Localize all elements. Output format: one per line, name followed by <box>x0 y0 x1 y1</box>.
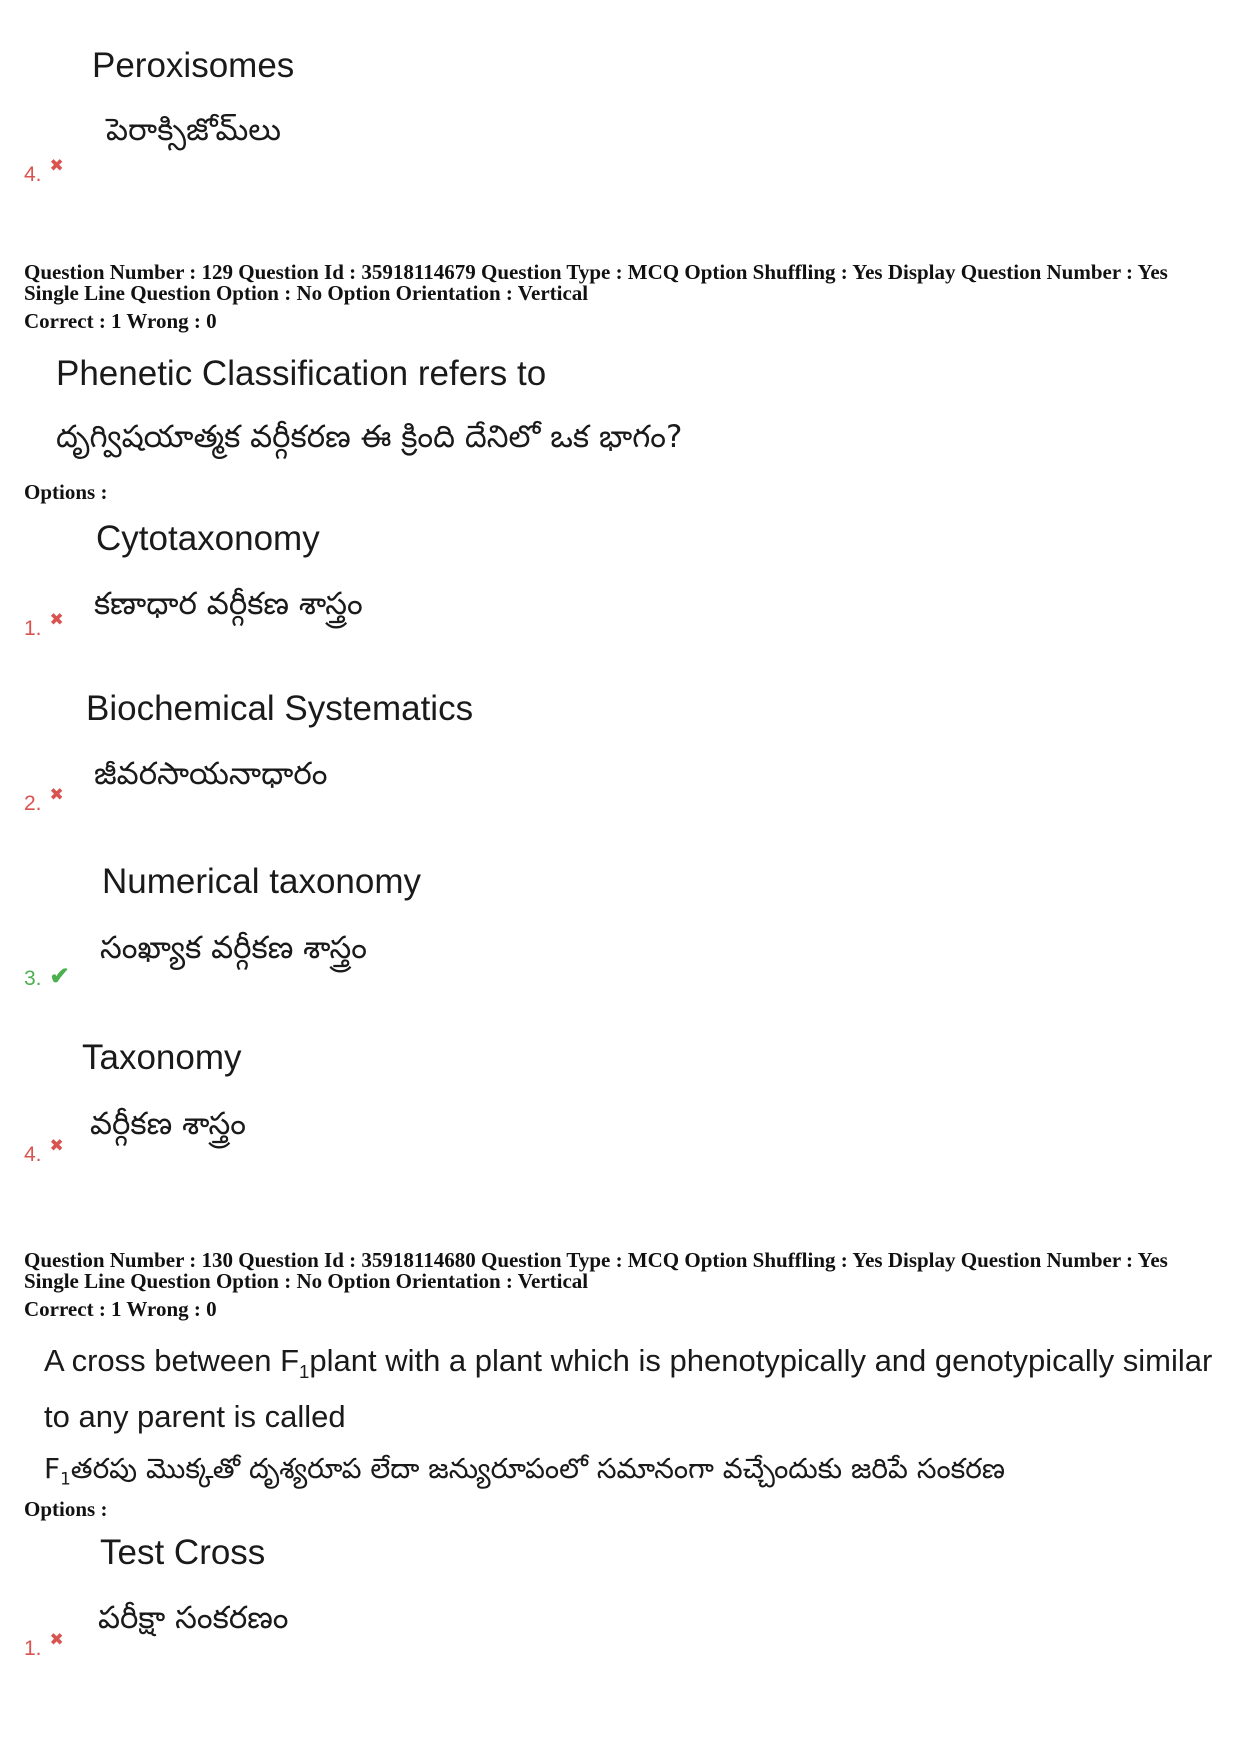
subscript: 1 <box>299 1361 310 1383</box>
subscript: 1 <box>60 1468 71 1489</box>
q129-option-2-marker <box>24 785 64 816</box>
stem-text: A cross between F <box>44 1343 300 1378</box>
check-icon: ✔ <box>49 963 70 990</box>
q129-options-label: Options : <box>24 480 108 504</box>
option-number: 4. <box>24 1143 42 1166</box>
cross-icon: ✖ <box>49 610 64 629</box>
q130-stem-en-line1 <box>44 1343 1212 1383</box>
prev-option-4-marker <box>24 156 64 187</box>
q130-meta-line1: Question Number : 130 Question Id : 35918114680 Question Type : MCQ Option Shuffling : Yes Display Question Number : Yes <box>24 1248 1168 1272</box>
q130-option-1-te: పరీక్షా సంకరణం <box>98 1600 289 1636</box>
option-number: 1. <box>24 1637 42 1660</box>
q129-meta-line2: Single Line Question Option : No Option Orientation : Vertical <box>24 281 589 305</box>
stem-text: తరపు మొక్కతో దృశ్యరూప లేదా జన్యురూపంలో సమానంగా వచ్చేందుకు జరిపే సంకరణ <box>70 1452 1006 1485</box>
stem-text: plant with a plant which is phenotypically and genotypically similar <box>309 1343 1213 1378</box>
q129-meta-line1: Question Number : 129 Question Id : 35918114679 Question Type : MCQ Option Shuffling : Yes Display Question Number : Yes <box>24 260 1168 284</box>
option-number: 4. <box>24 163 42 186</box>
q129-stem-en: Phenetic Classification refers to <box>56 354 547 393</box>
q129-option-1-marker <box>24 610 64 641</box>
q129-marks: Correct : 1 Wrong : 0 <box>24 309 217 333</box>
q130-option-1-en: Test Cross <box>100 1533 266 1572</box>
option-number: 2. <box>24 792 42 815</box>
option-number: 3. <box>24 967 42 990</box>
q129-option-1-te: కణాధార వర్గీకణ శాస్త్రం <box>94 586 363 622</box>
q130-options-label: Options : <box>24 1497 108 1521</box>
prev-option-4-en: Peroxisomes <box>92 46 295 85</box>
prev-option-4-te: పెరాక్సిజోమ్‌లు <box>106 112 281 148</box>
option-number: 1. <box>24 617 42 640</box>
cross-icon: ✖ <box>49 1136 64 1155</box>
q129-stem-te: దృగ్విషయాత్మక వర్గీకరణ ఈ క్రింది దేనిలో ఒక భాగం? <box>56 419 683 455</box>
q130-stem-te <box>44 1452 1005 1492</box>
cross-icon: ✖ <box>49 1630 64 1649</box>
q129-option-4-te: వర్గీకణ శాస్త్రం <box>90 1106 246 1142</box>
q129-option-3-marker <box>24 963 70 996</box>
cross-icon: ✖ <box>49 785 64 804</box>
q129-option-4-en: Taxonomy <box>82 1038 242 1077</box>
stem-text: F <box>44 1452 61 1485</box>
q129-option-2-en: Biochemical Systematics <box>86 689 474 728</box>
q130-meta-line2: Single Line Question Option : No Option Orientation : Vertical <box>24 1269 589 1293</box>
q129-option-3-en: Numerical taxonomy <box>102 862 421 901</box>
q130-option-1-marker <box>24 1630 64 1661</box>
cross-icon: ✖ <box>49 156 64 175</box>
q129-option-2-te: జీవరసాయనాధారం <box>94 756 328 792</box>
q129-option-3-te: సంఖ్యాక వర్గీకణ శాస్త్రం <box>100 930 368 966</box>
q129-option-4-marker <box>24 1136 64 1167</box>
q129-option-1-en: Cytotaxonomy <box>96 519 320 558</box>
q130-stem-en-line2: to any parent is called <box>44 1399 346 1434</box>
q130-marks: Correct : 1 Wrong : 0 <box>24 1297 217 1321</box>
